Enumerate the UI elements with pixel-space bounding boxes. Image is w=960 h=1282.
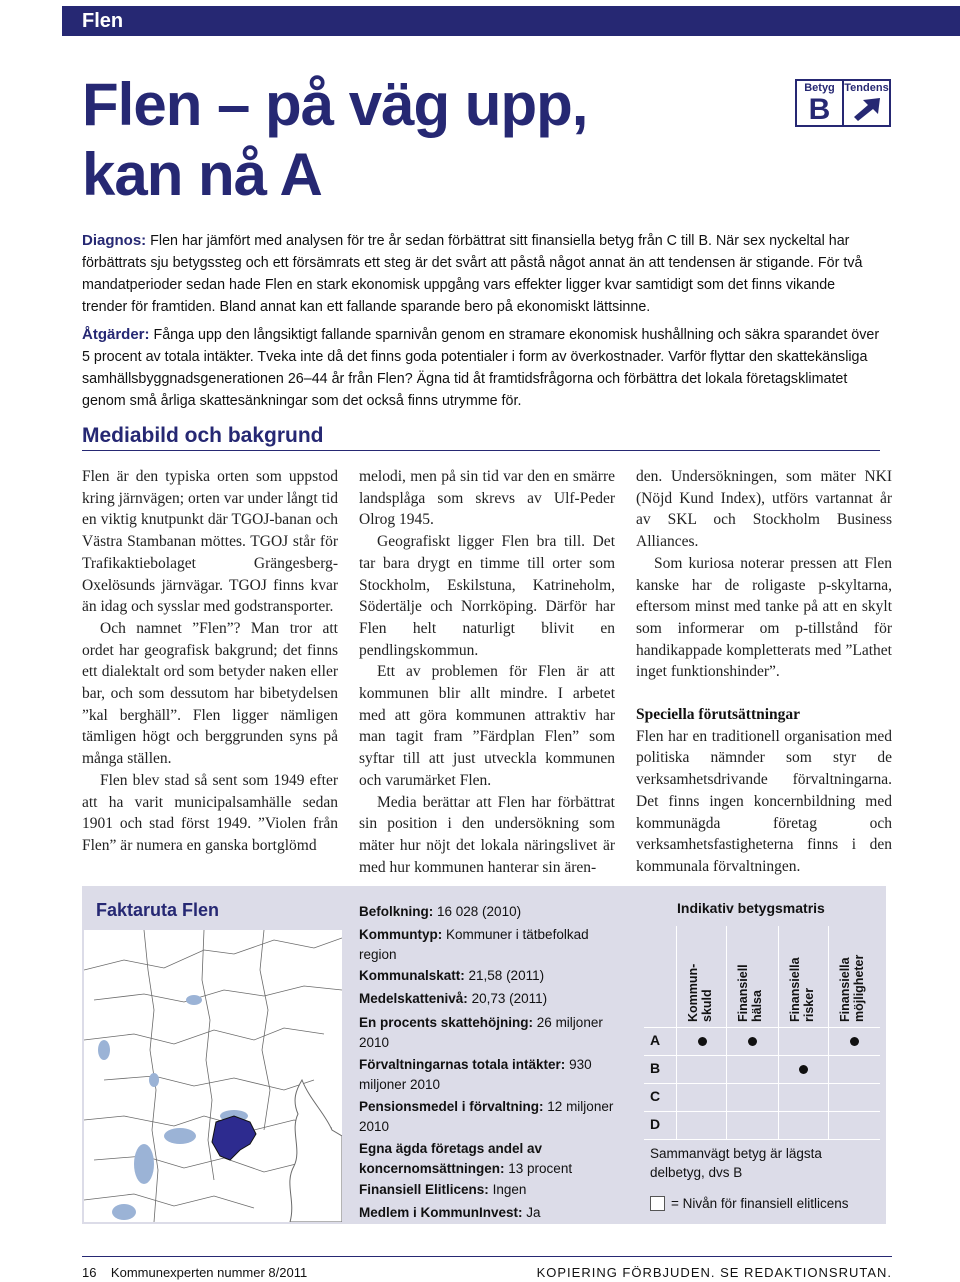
col1-p3: Flen blev stad så sent som 1949 efter att ha varit municipalsamhälle sedan 1901 och stad först 1949. ”Violen från Flen” är numera en ganska bortglömd xyxy=(82,771,338,854)
col3-p2: Som kuriosa noterar pressen att Flen kanske har de roligaste p-skyltarna, eftersom minst med tanke på att en skylt som informerar om p-tillstånd för handikappade kompletterats med ”Lathet inget funktionshinder”. xyxy=(636,554,892,681)
fakta-item-skattehojning: En procents skattehöjning: 26 miljoner 2010 xyxy=(359,1015,603,1050)
section-name: Flen xyxy=(82,10,124,32)
col3-p1: den. Undersökningen, som mäter NKI (Nöjd Kund Index), utförs vartannat år av SKL och Stockholm Business Alliances. xyxy=(636,468,892,551)
matrix-legend xyxy=(650,1196,848,1211)
col2-p1: melodi, men på sin tid var den en smärre landsplåga som skrevs av Ulf-Peder Olrog 1945. xyxy=(359,468,615,529)
page-number: 16 xyxy=(82,1265,97,1280)
sweden-map-icon xyxy=(84,930,342,1222)
atgarder-label: Åtgärder: xyxy=(82,326,150,343)
col1-p1: Flen är den typiska orten som uppstod kring järnvägen; orten var under långt tid en viktig knutpunkt där TGOJ-banan och Västra Stambanan möttes. TGOJ står för Trafikaktiebolaget Grängesberg-Oxelösunds järnvägar. TGOJ finns kvar än idag och sysslar med godstransporter. xyxy=(82,468,338,616)
diagnos-paragraph xyxy=(82,230,882,318)
matrix-grid-line xyxy=(644,1083,880,1084)
matrix-grid-line xyxy=(828,926,829,1140)
fakta-item-medelskatteniva: Medelskattenivå: 20,73 (2011) xyxy=(359,991,548,1006)
col3-p3: Flen har en traditionell organisation med politiska nämnder som styr de verksamhetsdrivande förvaltningarna. Det finns ingen koncernbildning med kommunägda företag och verksamhetsfastigheterna finns i den kommunala förvaltningen. xyxy=(636,727,892,875)
betyg-label: Betyg xyxy=(804,82,835,94)
matrix-row-b: B xyxy=(650,1060,661,1076)
matrix-mark-a-finansiella-mojligheter xyxy=(850,1037,859,1046)
matrix-grid-line xyxy=(644,1055,880,1056)
betyg-value: B xyxy=(808,93,831,126)
media-divider xyxy=(82,450,880,451)
footer-divider xyxy=(82,1256,892,1257)
fakta-item-befolkning: Befolkning: 16 028 (2010) xyxy=(359,904,522,919)
col2-p4: Media berättar att Flen har förbättrat sin position i den undersökning som mäter hur nöjt det lokala näringslivet är med hur kommunen hanterar sin ären- xyxy=(359,793,615,876)
matrix-mark-a-kommunskuld xyxy=(698,1037,707,1046)
fakta-item-kommuninvest: Medlem i KommunInvest: Ja xyxy=(359,1205,541,1220)
atgarder-paragraph xyxy=(82,324,882,412)
matrix-col-finansiella-mojligheter: Finansiella möjligheter xyxy=(838,954,866,1022)
legend-text: = Nivån för finansiell elitlicens xyxy=(671,1196,849,1211)
matrix-row-d: D xyxy=(650,1116,661,1132)
matrix-mark-b-finansiella-risker xyxy=(799,1065,808,1074)
title-line-2: kan nå A xyxy=(82,141,322,208)
arrow-up-right-icon xyxy=(854,97,882,123)
betyg-cell xyxy=(797,81,842,125)
fakta-item-foretags-andel: Egna ägda företags andel av koncernomsättningen: 13 procent xyxy=(359,1141,573,1176)
atgarder-text: Fånga upp den långsiktigt fallande sparnivån genom en stramare ekonomisk hushållning och säkra sparandet över 5 procent av totala intäkter. Tveka inte då det finns goda potentialer i form av överkostnader. Varför flyttar den skattekänsliga samhällsbyggnadsgenerationen 26–44 år från Flen? Ägna tid åt framtidsfrågorna och förbättra det lokala företagsklimatet genom små årliga skattesänkningar som det också finns utrymme för. xyxy=(82,327,880,409)
grade-box xyxy=(795,79,891,127)
section-header-bar xyxy=(62,6,960,36)
matrix-grid-line xyxy=(778,926,779,1140)
faktaruta-title: Faktaruta Flen xyxy=(96,900,220,920)
page-title xyxy=(82,70,762,210)
col2-p2: Geografiskt ligger Flen bra till. Det tar bara drygt en timme till orter som Stockholm, Eskilstuna, Katrineholm, Södertälje och Norrköping. Därför har Flen helt naturligt blivit en pendlingskommun. xyxy=(359,533,615,659)
fakta-item-intakter: Förvaltningarnas totala intäkter: 930 miljoner 2010 xyxy=(359,1057,592,1092)
matrix-col-finansiell-halsa: Finansiell hälsa xyxy=(736,964,764,1022)
tendens-label: Tendens xyxy=(844,82,889,94)
fakta-item-elitlicens: Finansiell Elitlicens: Ingen xyxy=(359,1182,527,1197)
legend-swatch xyxy=(650,1196,665,1211)
diagnos-text: Flen har jämfört med analysen för tre år sedan förbättrat sitt finansiella betyg från C till B. När sex nyckeltal har förbättrats sju betygssteg och ett försämrats ett steg är det svårt att påstå något annat än att tendensen är stigande. För två mandatperioder sedan hade Flen en stark ekonomisk uppgång vars effekter ligger kvar samtidigt som det finns vikande trender för framtiden. Bland annat kan ett fallande sparande bero på ekonomiskt lättsinne. xyxy=(82,233,863,315)
matrix-note: Sammanvägt betyg är lägsta delbetyg, dvs B xyxy=(650,1146,822,1180)
diagnos-label: Diagnos: xyxy=(82,232,147,249)
matrix-col-kommunskuld: Kommun- skuld xyxy=(686,963,714,1022)
matrix-grid-line xyxy=(644,1139,880,1140)
media-column-2 xyxy=(359,466,615,878)
matrix-grid-line xyxy=(676,926,677,1140)
title-line-1: Flen – på väg upp, xyxy=(82,71,588,138)
matrix-title: Indikativ betygsmatris xyxy=(677,900,825,916)
matrix-row-a: A xyxy=(650,1032,661,1048)
footer-notice: KOPIERING FÖRBJUDEN. SE REDAKTIONSRUTAN. xyxy=(536,1265,892,1280)
col2-p3: Ett av problemen för Flen är att kommunen blir allt mindre. I arbetet med att göra kommunen attraktiv har man tagit fram ”Färdplan Flen” som syftar till att just utveckla kommunen och varumärket Flen. xyxy=(359,663,615,789)
footer-left xyxy=(82,1265,307,1280)
matrix-grid-line xyxy=(644,1027,880,1028)
fakta-item-pensionsmedel: Pensionsmedel i förvaltning: 12 miljoner 2010 xyxy=(359,1099,614,1134)
col1-p2: Och namnet ”Flen”? Man tror att ordet har geografisk bakgrund; det finns ett dialektalt ord som betyder naken eller bar, och som dessutom har bibetydelsen ”kal berghäll”. Flen ligger nämligen tämligen högt och berggrunden syns på många ställen. xyxy=(82,619,338,768)
publication-name: Kommunexperten nummer 8/2011 xyxy=(110,1265,308,1280)
tendens-cell xyxy=(842,81,889,125)
matrix-row-c: C xyxy=(650,1088,661,1104)
fakta-item-kommunalskatt: Kommunalskatt: 21,58 (2011) xyxy=(359,968,545,983)
matrix-grid-line xyxy=(726,926,727,1140)
fakta-item-kommuntyp: Kommuntyp: Kommuner i tätbefolkad region xyxy=(359,927,589,962)
matrix-mark-a-finansiell-halsa xyxy=(748,1037,757,1046)
col3-heading: Speciella förutsättningar xyxy=(636,706,801,724)
matrix-col-finansiella-risker: Finansiella risker xyxy=(788,957,816,1022)
media-column-3 xyxy=(636,466,892,878)
matrix-grid-line xyxy=(644,1111,880,1112)
media-heading: Mediabild och bakgrund xyxy=(82,424,324,447)
media-column-1 xyxy=(82,466,338,857)
